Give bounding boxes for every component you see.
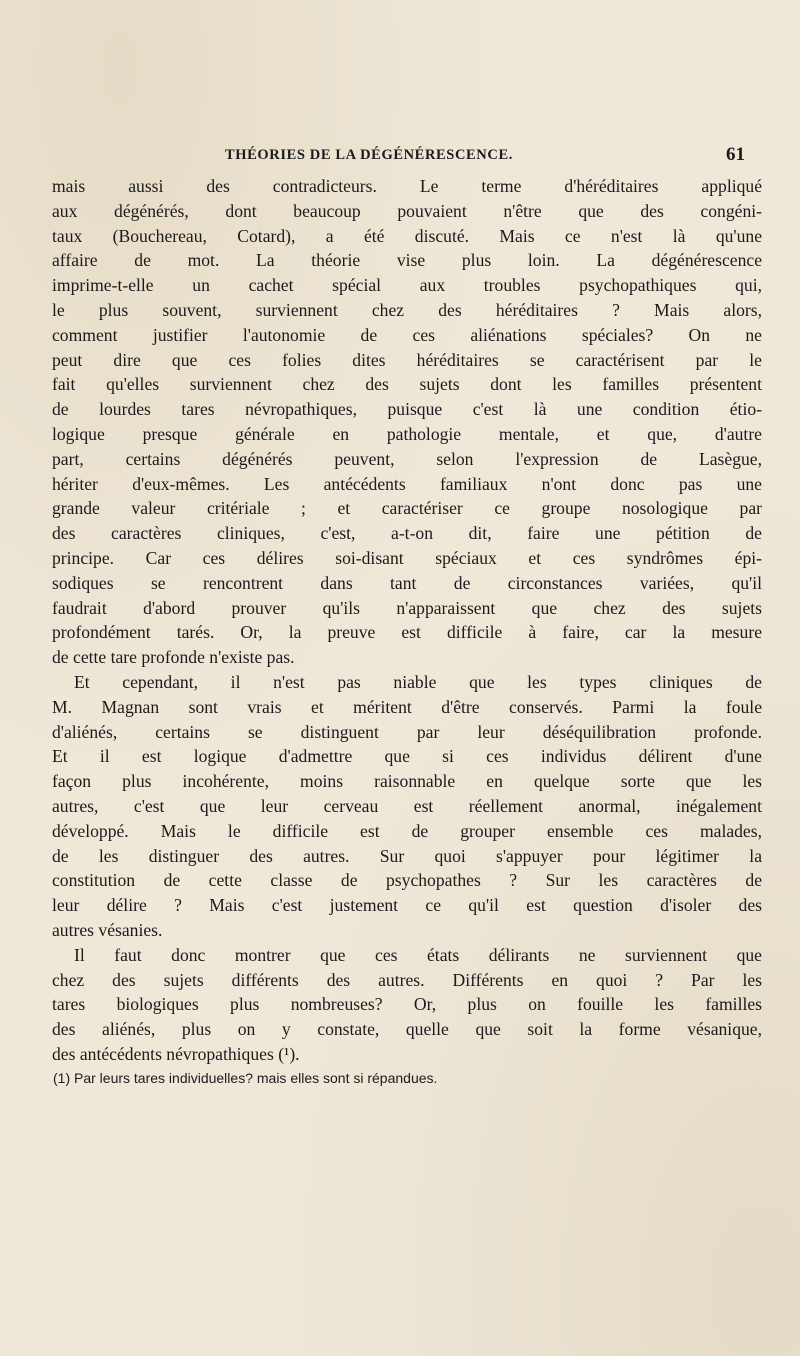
text-line: affaire de mot. La théorie vise plus loin. La dégénérescence [52,250,762,271]
text-line: sodiques se rencontrent dans tant de circonstances variées, qu'il [52,572,762,593]
text-line: tares biologiques plus nombreuses? Or, plus on fouille les familles [52,994,762,1015]
text-line: part, certains dégénérés peuvent, selon l'expression de Lasègue, [52,448,762,469]
text-line: leur délire ? Mais c'est justement ce qu'il est question d'isoler des [52,895,762,916]
text-line: Et il est logique d'admettre que si ces individus délirent d'une [52,746,762,767]
text-line: de lourdes tares névropathiques, puisque c'est là une condition étio- [52,399,762,420]
text-line: des caractères cliniques, c'est, a-t-on dit, faire une pétition de [52,523,762,544]
page-number: 61 [726,144,745,165]
text-line: chez des sujets différents des autres. Différents en quoi ? Par les [52,969,762,990]
body-text [52,174,762,1067]
text-line: des antécédents névropathiques (¹). [52,1043,300,1064]
text-line: M. Magnan sont vrais et méritent d'être conservés. Parmi la foule [52,696,762,717]
running-title: THÉORIES DE LA DÉGÉNÉRESCENCE. [225,147,513,163]
text-line: grande valeur critériale ; et caractériser ce groupe nosologique par [52,498,762,519]
text-line: constitution de cette classe de psychopathes ? Sur les caractères de [52,870,762,891]
text-line: fait qu'elles surviennent chez des sujets dont les familles présentent [52,374,762,395]
footnote: (1) Par leurs tares individuelles? mais elles sont si répandues. [53,1070,438,1086]
text-line: d'aliénés, certains se distinguent par leur déséquilibration profonde. [52,721,762,742]
text-line: logique presque générale en pathologie mentale, et que, d'autre [52,423,762,444]
text-line: hériter d'eux-mêmes. Les antécédents familiaux n'ont donc pas une [52,473,762,494]
text-line: profondément tarés. Or, la preuve est difficile à faire, car la mesure [52,622,762,643]
text-line: imprime-t-elle un cachet spécial aux troubles psychopathiques qui, [52,275,762,296]
text-line: façon plus incohérente, moins raisonnable en quelque sorte que les [52,771,762,792]
text-line: Et cependant, il n'est pas niable que les types cliniques de [74,671,762,692]
text-line: peut dire que ces folies dites héréditaires se caractérisent par le [52,349,762,370]
text-line: autres vésanies. [52,919,163,940]
text-line: des aliénés, plus on y constate, quelle que soit la forme vésanique, [52,1019,762,1040]
text-line: le plus souvent, surviennent chez des héréditaires ? Mais alors, [52,299,762,320]
text-line: mais aussi des contradicteurs. Le terme d'héréditaires appliqué [52,176,762,196]
text-line: développé. Mais le difficile est de grouper ensemble ces malades, [52,820,762,841]
text-line: autres, c'est que leur cerveau est réellement anormal, inégalement [52,795,762,816]
text-line: comment justifier l'autonomie de ces aliénations spéciales? On ne [52,324,762,345]
text-line: aux dégénérés, dont beaucoup pouvaient n'être que des congéni- [52,200,762,221]
text-line: faudrait d'abord prouver qu'ils n'apparaissent que chez des sujets [52,597,762,618]
text-line: Il faut donc montrer que ces états délirants ne surviennent que [74,944,762,965]
text-line: de les distinguer des autres. Sur quoi s'appuyer pour légitimer la [52,845,762,866]
text-line: taux (Bouchereau, Cotard), a été discuté. Mais ce n'est là qu'une [52,225,762,246]
text-line: de cette tare profonde n'existe pas. [52,647,295,668]
running-head [225,144,745,167]
text-line: principe. Car ces délires soi-disant spéciaux et ces syndrômes épi- [52,547,762,568]
